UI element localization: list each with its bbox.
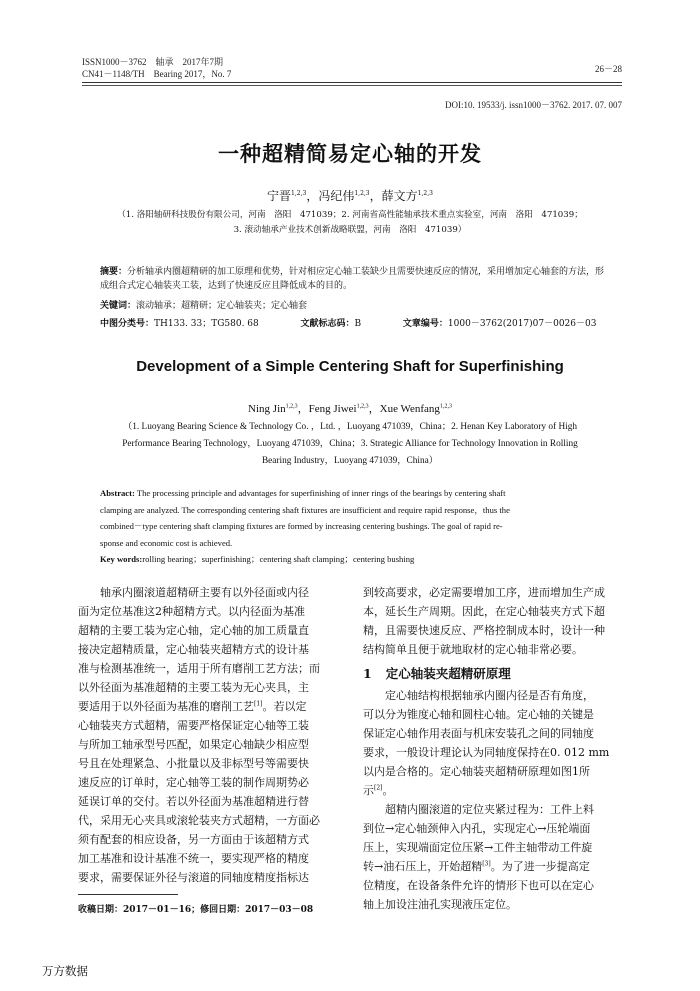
author-cn: 冯纪伟 <box>318 189 355 203</box>
body-left-column <box>78 583 340 887</box>
received-date-footnote: 收稿日期：2017－01－16；修回日期：2017－03－08 <box>78 905 314 915</box>
abstract-en-line: clamping are analyzed. The corresponding centering shaft fixtures are insufficient and require rapid response，thus the <box>100 504 510 515</box>
body-text: 。为了进一步提高定 <box>490 860 590 873</box>
body-line: 接决定超精质量，定心轴装夹超精方式的设计基 <box>78 643 309 656</box>
affiliations-cn <box>60 208 640 238</box>
affil-cn-line: （1. 洛阳轴研科技股份有限公司，河南 洛阳 471039；2. 河南省高性能轴承技术重点实验室，河南 洛阳 471039； <box>117 210 583 220</box>
body-line: 可以分为锥度心轴和圆柱心轴。定心轴的关键是 <box>363 708 594 721</box>
body-line: 要求，需要保证外径与滚道的同轴度精度指标达 <box>78 871 309 884</box>
body-line: 以外径面为基准超精的主要工装为无心夹具，主 <box>78 681 309 694</box>
author-en: Ning Jin <box>248 403 286 415</box>
affil-sup: 1,2,3 <box>439 403 452 410</box>
body-line: 超精内圈滚道的定位夹紧过程为：工件上料 <box>385 803 594 816</box>
body-line: 代，采用无心夹具或滚轮装夹方式超精，一方面必 <box>78 814 320 827</box>
clc-value: TH133. 33；TG580. 68 <box>154 319 259 329</box>
abstract-cn <box>100 265 610 293</box>
body-line: 以内是合格的。定心轴装夹超精研原理如图1所 <box>363 765 590 778</box>
author-sep: ， <box>369 189 382 203</box>
author-sep: ， <box>306 189 319 203</box>
body-line: 与所加工轴承型号匹配，如果定心轴缺少相应型 <box>78 738 309 751</box>
doc-code-value: B <box>354 319 362 329</box>
body-line: 加工基准和设计基准不统一，要实现严格的精度 <box>78 852 309 865</box>
classification-line <box>100 317 620 331</box>
body-right-column <box>363 583 625 914</box>
journal-header-left <box>82 56 231 80</box>
body-line: 速反应的订单时，定心轴等工装的制作周期势必 <box>78 776 309 789</box>
header-rule <box>82 82 622 83</box>
affil-sup: 1,2,3 <box>417 190 433 197</box>
keywords-en-label: Key words: <box>100 554 143 564</box>
body-line: 保证定心轴作用表面与机床安装孔之间的同轴度 <box>363 727 594 740</box>
author-sep: ， <box>297 403 309 415</box>
doc-code-label: 文献标志码： <box>300 319 355 329</box>
citation-ref[interactable]: [3] <box>482 860 491 868</box>
author-sep: ， <box>368 403 380 415</box>
affil-sup: 1,2,3 <box>291 190 307 197</box>
body-line: 到位→定心轴颈伸入内孔，实现定心→压轮端面 <box>363 822 591 835</box>
wanfang-logo: 万方数据 <box>42 966 88 978</box>
body-line: 要求，一般设计理论认为同轴度保持在0. 012 mm <box>363 746 610 759</box>
body-line: 定心轴结构根据轴承内圈内径是否有角度， <box>385 689 594 702</box>
author-en: Feng Jiwei <box>308 403 357 415</box>
footnote-rule <box>78 894 178 895</box>
body-text: 要适用于以外径面为基准的磨削工艺 <box>78 700 254 713</box>
body-line <box>363 857 625 876</box>
body-line <box>78 697 340 716</box>
keywords-cn-label: 关键词： <box>100 301 137 311</box>
keywords-cn <box>100 299 610 313</box>
body-text: 。若以定 <box>262 700 307 713</box>
header-rule-thin <box>82 85 622 86</box>
body-line: 本，延长生产周期。因此，在定心轴装夹方式下超 <box>363 605 605 618</box>
author-cn: 宁晋 <box>267 189 292 203</box>
body-line: 位精度，在设备条件允许的情形下也可以在定心 <box>363 879 594 892</box>
keywords-en-text: rolling bearing；superfinishing；centering shaft clamping；centering bushing <box>142 554 415 564</box>
body-line: 轴上加设注油孔实现液压定位。 <box>363 898 517 911</box>
author-cn: 薛文方 <box>381 189 418 203</box>
affil-en-line: Performance Bearing Technology，Luoyang 471039，China；3. Strategic Alliance for Technology Innovation in Rolling <box>122 439 578 449</box>
title-cn: 一种超精简易定心轴的开发 <box>218 141 482 166</box>
body-line: 轴承内圈滚道超精研主要有以外径面或内径 <box>100 586 309 599</box>
page-range: 26－28 <box>594 64 622 74</box>
author-en: Xue Wenfang <box>379 403 440 415</box>
doi: DOI:10. 19533/j. issn1000－3762. 2017. 07. 007 <box>444 100 622 110</box>
abstract-en <box>100 485 610 568</box>
authors-en <box>0 400 700 416</box>
affil-sup: 1,2,3 <box>356 403 369 410</box>
abstract-cn-text: 分析轴承内圈超精研的加工原理和优势，针对相应定心轴工装缺少且需要快速反应的情况，采用增加定心轴套的方法，形成组合式定心轴装夹工装，达到了快速反应且降低成本的目的。 <box>100 267 605 291</box>
affil-cn-line: 3. 滚动轴承产业技术创新战略联盟，河南 洛阳 471039） <box>233 225 467 235</box>
affil-en-line: （1. Luoyang Bearing Science & Technology Co. ，Ltd. ，Luoyang 471039，China；2. Henan Key Laboratory of High <box>122 422 578 432</box>
article-no-value: 1000－3762(2017)07－0026－03 <box>447 319 597 329</box>
abstract-en-line: combined－type centering shaft clamping fixtures are formed by increasing centering bushings. The goal of rapid re- <box>100 521 503 531</box>
body-line: 压上，实现端面定位压紧→工件主轴带动工件旋 <box>363 841 593 854</box>
body-line: 结构简单且便于就地取材的定心轴非常必要。 <box>363 643 583 656</box>
article-no-label: 文章编号： <box>402 319 448 329</box>
affil-sup: 1,2,3 <box>354 190 370 197</box>
abstract-cn-label: 摘要： <box>100 267 128 277</box>
journal-issue-en: Bearing 2017，No. 7 <box>153 69 232 79</box>
body-line: 精，且需要快速反应、严格控制成本时，设计一种 <box>363 624 605 637</box>
affil-sup: 1,2,3 <box>285 403 298 410</box>
citation-ref[interactable]: [1] <box>254 700 263 708</box>
abstract-en-line: sponse and economic cost is achieved. <box>100 537 233 548</box>
body-line: 心轴装夹方式超精，需要严格保证定心轴等工装 <box>78 719 309 732</box>
body-line: 到较高要求，必定需要增加工序，进而增加生产成 <box>363 586 605 599</box>
citation-ref[interactable]: [2] <box>374 784 383 792</box>
affiliations-en <box>80 419 620 470</box>
journal-name-cn: 轴承 <box>155 57 174 67</box>
issn: ISSN1000－3762 <box>82 57 147 67</box>
body-line: 延误订单的交付。若以外径面为基准超精进行替 <box>78 795 309 808</box>
body-line: 号且在处理紧急、小批量以及非标型号等需要快 <box>78 757 309 770</box>
section-number: 1 <box>363 666 372 681</box>
issue-cn: 2017年7期 <box>182 57 224 67</box>
body-line: 准与检测基准统一，适用于所有磨削工艺方法；而 <box>78 662 320 675</box>
abstract-en-line: The processing principle and advantages for superfinishing of inner rings of the bearings by centering shaft <box>134 488 506 498</box>
section-heading <box>363 664 625 683</box>
keywords-cn-text: 滚动轴承；超精研；定心轴装夹；定心轴套 <box>136 301 308 311</box>
authors-cn <box>0 187 700 204</box>
body-text: 转→油石压上，开始超精 <box>363 860 483 873</box>
body-line: 面为定位基准这2种超精方式。以内径面为基准 <box>78 605 305 618</box>
body-text: 。 <box>382 784 394 797</box>
cn-number: CN41－1148/TH <box>82 69 145 79</box>
body-line <box>363 781 625 800</box>
body-line: 须有配套的相应设备，另一方面由于该超精方式 <box>78 833 309 846</box>
affil-en-line: Bearing Industry，Luoyang 471039，China） <box>261 456 439 466</box>
clc-label: 中图分类号： <box>100 319 155 329</box>
title-en: Development of a Simple Centering Shaft for Superfinishing <box>136 358 564 375</box>
section-title: 定心轴装夹超精研原理 <box>385 666 511 681</box>
body-text: 示 <box>363 784 374 797</box>
abstract-en-label: Abstract: <box>100 488 135 498</box>
body-line: 超精的主要工装为定心轴，定心轴的加工质量直 <box>78 624 309 637</box>
